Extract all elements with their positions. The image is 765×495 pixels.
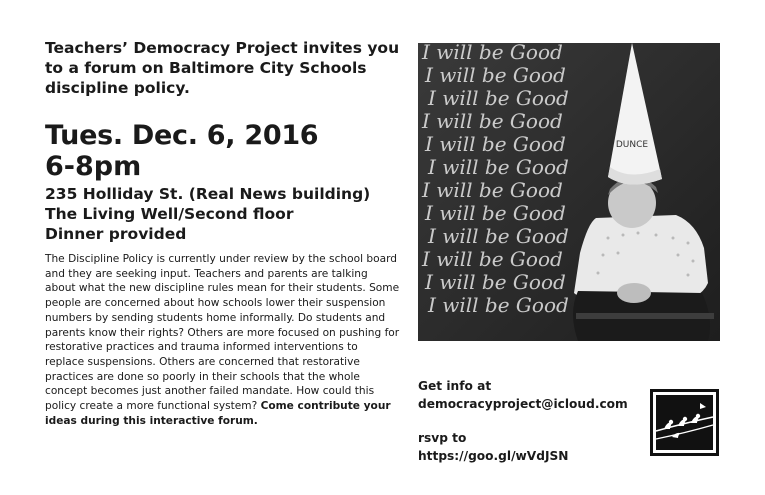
chalkboard-writing (421, 43, 569, 317)
flyer-text-column (45, 38, 400, 428)
chalk-line: I will be Good (425, 201, 566, 225)
venue-address: 235 Holliday St. (Real News building) (45, 185, 371, 203)
hat-label: DUNCE (615, 140, 649, 150)
chalk-line: I will be Good (428, 155, 569, 179)
event-description (45, 252, 400, 428)
dunce-cap-photo (418, 43, 720, 341)
get-info-label: Get info at (418, 379, 492, 393)
chalk-line: I will be Good (422, 178, 563, 202)
call-to-action: Come contribute your ideas during this interactive forum. (45, 400, 391, 427)
contact-info (418, 377, 648, 465)
chalk-line: I will be Good (428, 86, 569, 110)
chalk-line: I will be Good (422, 109, 563, 133)
chalk-line: I will be Good (425, 63, 566, 87)
chalk-line: I will be Good (428, 293, 569, 317)
birds-on-wire-icon (650, 389, 719, 456)
chalk-line: I will be Good (428, 224, 569, 248)
event-date: Tues. Dec. 6, 2016 (45, 120, 319, 151)
event-venue (45, 184, 400, 244)
event-time: 6-8pm (45, 151, 142, 182)
rsvp-link[interactable]: https://goo.gl/wVdJSN (418, 449, 569, 463)
chalk-line: I will be Good (425, 270, 566, 294)
venue-floor: The Living Well/Second floor (45, 205, 294, 223)
rsvp-label: rsvp to (418, 431, 467, 445)
chalk-line: I will be Good (422, 247, 563, 271)
chalk-line: I will be Good (422, 43, 563, 64)
chalk-line: I will be Good (425, 132, 566, 156)
description-body: The Discipline Policy is currently under review by the school board and they are seeking input. Teachers and parents are talking about what the new discipline rules mean for their students. Some people are concerned about how schools lower their suspension numbers by sending students home informally. Do students and parents know their rights? Others are more focused on pushing for restorative practices and trauma informed interventions to replace suspensions. Others are concerned that restorative practices are done so poorly in their schools that the whole concept becomes just another failed mandate. How could this policy create a more functional system? (45, 253, 400, 413)
contact-email[interactable]: democracyproject@icloud.com (418, 397, 628, 411)
venue-note: Dinner provided (45, 225, 187, 243)
invitation-heading: Teachers’ Democracy Project invites you to a forum on Baltimore City Schools discipline policy. (45, 39, 400, 97)
